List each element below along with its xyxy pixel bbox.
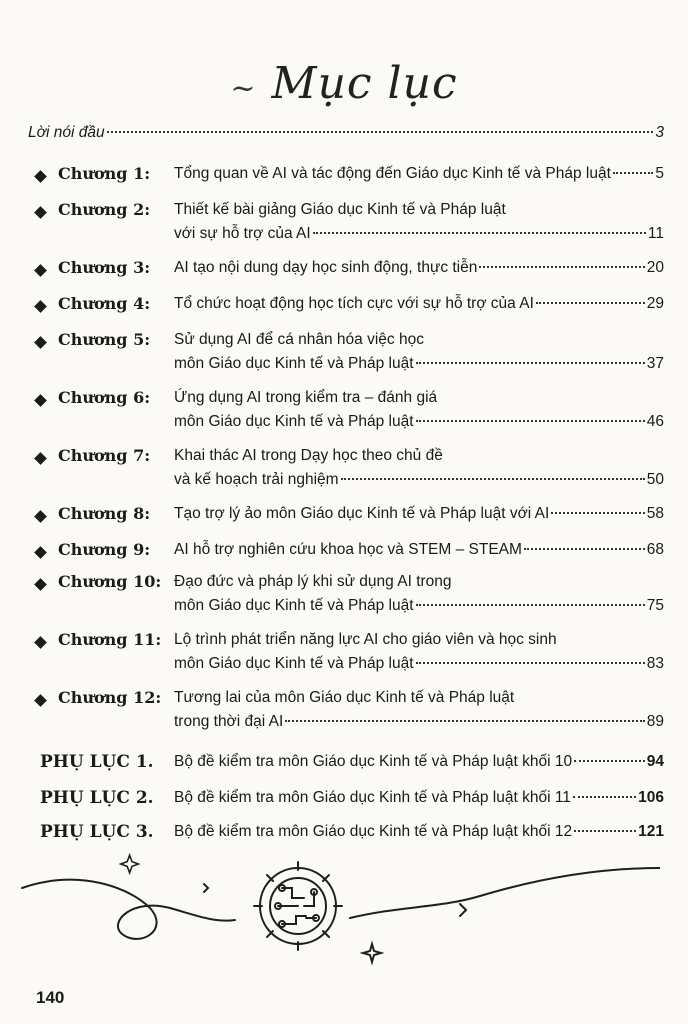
appendix-title-line	[174, 822, 664, 842]
dot-leader	[551, 512, 644, 514]
dot-leader	[416, 604, 645, 606]
appendix-title-text: Bộ đề kiểm tra môn Giáo dục Kinh tế và Pháp luật khối 10	[174, 753, 573, 770]
dot-leader	[416, 420, 645, 422]
chapter-label: Chương 1:	[58, 164, 151, 183]
title-text: Mục lục	[271, 58, 458, 109]
diamond-bullet-icon	[34, 300, 47, 313]
chapter-title-line	[174, 504, 664, 524]
chapter-title-text: Lộ trình phát triển năng lực AI cho giáo viên và học sinh	[174, 631, 557, 648]
chapter-title-line	[174, 330, 664, 350]
chapter-label: Chương 9:	[58, 540, 151, 559]
chapter-page-number: 68	[646, 541, 664, 558]
dot-leader	[536, 302, 645, 304]
chapter-title-text: AI tạo nội dung dạy học sinh động, thực tiễn	[174, 259, 478, 276]
chapter-title-text: Khai thác AI trong Dạy học theo chủ đề	[174, 447, 443, 464]
chapter-label: Chương 5:	[58, 330, 151, 349]
chapter-title-text: Đạo đức và pháp lý khi sử dụng AI trong	[174, 573, 452, 590]
diamond-bullet-icon	[34, 578, 47, 591]
chapter-title-line	[174, 388, 664, 408]
preface-text: Lời nói đầu	[28, 124, 105, 141]
dot-leader	[524, 548, 645, 550]
chapter-page-number: 37	[646, 355, 664, 372]
chapter-label: Chương 8:	[58, 504, 151, 523]
chapter-title-text: Tương lai của môn Giáo dục Kinh tế và Pháp luật	[174, 689, 515, 706]
appendix-label: PHỤ LỤC 1.	[40, 752, 154, 772]
chapter-title-text: Tạo trợ lý ảo môn Giáo dục Kinh tế và Pháp luật với AI	[174, 505, 550, 522]
chapter-title-line	[174, 164, 664, 184]
diamond-bullet-icon	[34, 336, 47, 349]
appendix-label: PHỤ LỤC 2.	[40, 788, 154, 808]
title-flourish: ~	[230, 71, 257, 106]
appendix-title-line	[174, 752, 664, 772]
toc-title	[0, 58, 688, 109]
chapter-page-number: 46	[646, 413, 664, 430]
chapter-title-line	[174, 412, 664, 432]
chapter-title-line	[174, 540, 664, 560]
chapter-title-text: môn Giáo dục Kinh tế và Pháp luật	[174, 655, 414, 672]
chapter-page-number: 89	[646, 713, 664, 730]
dot-leader	[573, 796, 636, 798]
chapter-title-text: Thiết kế bài giảng Giáo dục Kinh tế và Pháp luật	[174, 201, 506, 218]
dot-leader	[574, 760, 645, 762]
dot-leader	[613, 172, 653, 174]
dot-leader	[341, 478, 645, 480]
chapter-page-number: 29	[646, 295, 664, 312]
chapter-title-line	[174, 446, 664, 466]
diamond-bullet-icon	[34, 264, 47, 277]
appendix-page-number: 121	[638, 823, 664, 840]
appendix-page-number: 94	[646, 753, 664, 770]
chapter-label: Chương 10:	[58, 572, 162, 591]
chapter-label: Chương 3:	[58, 258, 151, 277]
chapter-page-number: 83	[646, 655, 664, 672]
appendix-title-line	[174, 788, 664, 808]
chapter-title-line	[174, 596, 664, 616]
chapter-label: Chương 11:	[58, 630, 162, 649]
dot-leader	[574, 830, 636, 832]
chapter-title-line	[174, 572, 664, 592]
chapter-label: Chương 12:	[58, 688, 162, 707]
chapter-title-line	[174, 688, 664, 708]
chapter-page-number: 11	[647, 225, 664, 242]
dot-leader	[479, 266, 644, 268]
chapter-title-text: Sử dụng AI để cá nhân hóa việc học	[174, 331, 424, 348]
chapter-title-line	[174, 200, 664, 220]
chapter-title-text: Tổ chức hoạt động học tích cực với sự hỗ trợ của AI	[174, 295, 534, 312]
chapter-title-text: môn Giáo dục Kinh tế và Pháp luật	[174, 355, 414, 372]
diamond-bullet-icon	[34, 546, 47, 559]
chapter-title-text: môn Giáo dục Kinh tế và Pháp luật	[174, 413, 414, 430]
preface-page: 3	[655, 124, 664, 141]
chapter-title-text: Tổng quan về AI và tác động đến Giáo dục Kinh tế và Pháp luật	[174, 165, 611, 182]
appendix-title-text: Bộ đề kiểm tra môn Giáo dục Kinh tế và Pháp luật khối 11	[174, 789, 571, 806]
chapter-title-line	[174, 294, 664, 314]
chapter-title-text: với sự hỗ trợ của AI	[174, 225, 311, 242]
chapter-title-text: Ứng dụng AI trong kiểm tra – đánh giá	[174, 389, 438, 406]
diamond-bullet-icon	[34, 636, 47, 649]
appendix-title-text: Bộ đề kiểm tra môn Giáo dục Kinh tế và Pháp luật khối 12	[174, 823, 573, 840]
chapter-title-line	[174, 712, 664, 732]
chapter-page-number: 50	[646, 471, 664, 488]
chapter-title-text: và kế hoạch trải nghiệm	[174, 471, 339, 488]
dot-leader	[416, 662, 645, 664]
dot-leader	[416, 362, 645, 364]
diamond-bullet-icon	[34, 452, 47, 465]
chapter-title-line	[174, 354, 664, 374]
chapter-title-line	[174, 470, 664, 490]
chapter-label: Chương 6:	[58, 388, 151, 407]
diamond-bullet-icon	[34, 694, 47, 707]
chapter-label: Chương 2:	[58, 200, 151, 219]
dot-leader	[107, 131, 654, 133]
chapter-title-line	[174, 224, 664, 244]
diamond-bullet-icon	[34, 510, 47, 523]
chapter-title-line	[174, 654, 664, 674]
chapter-title-line	[174, 258, 664, 278]
appendix-page-number: 106	[638, 789, 664, 806]
chapter-page-number: 20	[646, 259, 664, 276]
chapter-title-text: trong thời đại AI	[174, 713, 284, 730]
page-number: 140	[36, 988, 65, 1007]
diamond-bullet-icon	[34, 170, 47, 183]
chapter-label: Chương 7:	[58, 446, 151, 465]
toc-preface	[28, 124, 664, 142]
ai-brain-gear-illustration	[20, 848, 660, 968]
appendix-label: PHỤ LỤC 3.	[40, 822, 154, 842]
chapter-title-text: môn Giáo dục Kinh tế và Pháp luật	[174, 597, 414, 614]
chapter-title-text: AI hỗ trợ nghiên cứu khoa học và STEM – STEAM	[174, 541, 522, 558]
diamond-bullet-icon	[34, 394, 47, 407]
chapter-page-number: 58	[646, 505, 664, 522]
diamond-bullet-icon	[34, 206, 47, 219]
chapter-page-number: 75	[646, 597, 664, 614]
chapter-title-line	[174, 630, 664, 650]
chapter-page-number: 5	[655, 165, 664, 182]
dot-leader	[313, 232, 646, 234]
dot-leader	[285, 720, 644, 722]
chapter-label: Chương 4:	[58, 294, 151, 313]
